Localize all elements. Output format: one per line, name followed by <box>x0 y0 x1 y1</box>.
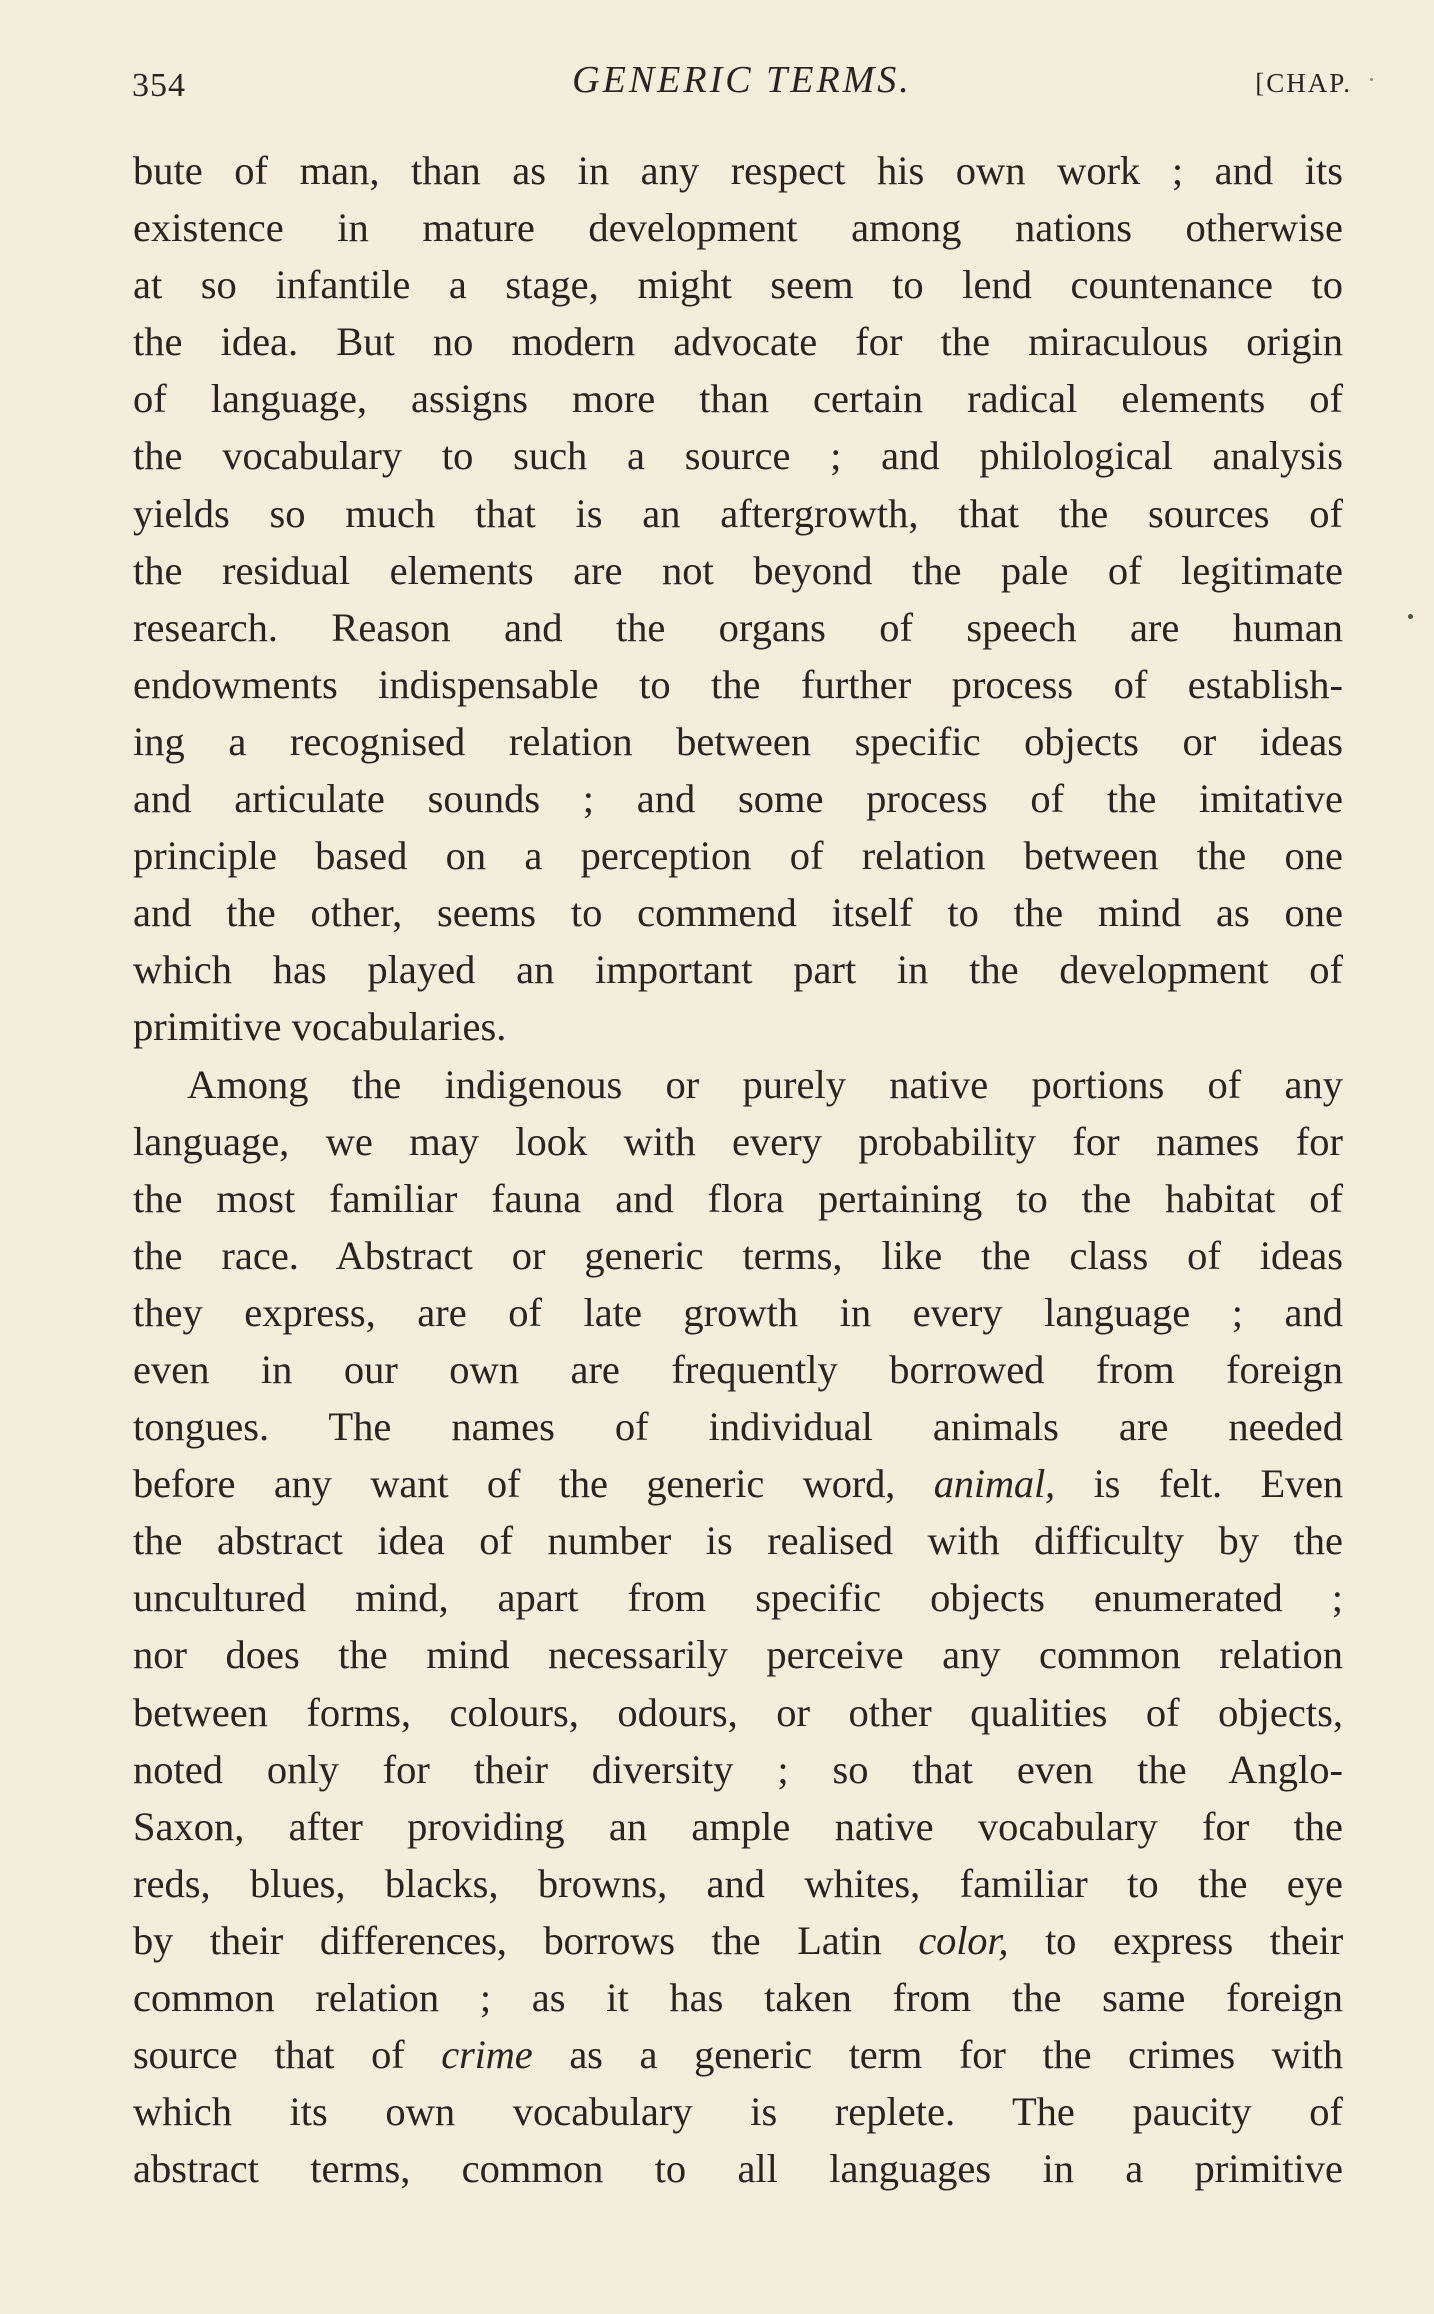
text-line: yields so much that is an aftergrowth, that the sources of <box>133 490 1343 536</box>
italic-word: animal, <box>933 1461 1055 1507</box>
text-line: primitive vocabularies. <box>133 1004 507 1050</box>
text-line: the idea. But no modern advocate for the miraculous origin <box>133 319 1343 365</box>
text-line: and articulate sounds ; and some process of the imitative <box>133 776 1343 822</box>
text-line: and the other, seems to commend itself to the mind as one <box>133 890 1343 936</box>
text-line: the vocabulary to such a source ; and philological analysis <box>133 433 1343 479</box>
text-line: ing a recognised relation between specific objects or ideas <box>133 718 1343 764</box>
margin-mark <box>1370 78 1373 81</box>
text-line: Saxon, after providing an ample native vocabulary for the <box>133 1803 1343 1849</box>
text-line: Among the indigenous or purely native portions of any <box>187 1061 1343 1107</box>
text-line: common relation ; as it has taken from the same foreign <box>133 1975 1343 2020</box>
text-line: the residual elements are not beyond the pale of legitimate <box>133 547 1343 593</box>
text-line: nor does the mind necessarily perceive any common relation <box>133 1632 1343 1678</box>
text-line: the race. Abstract or generic terms, like the class of ideas <box>133 1232 1343 1278</box>
text-line: the most familiar fauna and flora pertaining to the habitat of <box>133 1175 1343 1221</box>
text-line: of language, assigns more than certain radical elements of <box>133 376 1343 422</box>
margin-mark <box>1408 614 1413 619</box>
text-line: principle based on a perception of relation between the one <box>133 833 1343 879</box>
chapter-label-text: [CHAP. <box>1255 68 1352 98</box>
italic-word: crime <box>441 2032 533 2078</box>
text-line: abstract terms, common to all languages in a primitive <box>133 2146 1343 2192</box>
text-line: endowments indispensable to the further process of establish- <box>133 661 1343 707</box>
text-line: by their differences, borrows the Latin color, to express their <box>133 1917 1343 1963</box>
text-line: before any want of the generic word, animal, is felt. Even <box>133 1461 1343 1507</box>
text-line: they express, are of late growth in every language ; and <box>133 1289 1343 1335</box>
text-line: the abstract idea of number is realised with difficulty by the <box>133 1518 1343 1564</box>
text-line: noted only for their diversity ; so that even the Anglo- <box>133 1746 1343 1792</box>
italic-word: color, <box>918 1917 1009 1963</box>
text-line: research. Reason and the organs of speech are human <box>133 604 1343 650</box>
text-line: tongues. The names of individual animals are needed <box>133 1404 1343 1450</box>
text-line: which its own vocabulary is replete. The paucity of <box>133 2089 1343 2135</box>
text-line: bute of man, than as in any respect his own work ; and its <box>133 148 1343 193</box>
text-line: between forms, colours, odours, or other qualities of objects, <box>133 1689 1343 1735</box>
text-line: even in our own are frequently borrowed from foreign <box>133 1346 1343 1392</box>
body-text <box>133 142 1343 2197</box>
running-title: GENERIC TERMS. <box>572 59 912 101</box>
text-line: reds, blues, blacks, browns, and whites, familiar to the eye <box>133 1860 1343 1906</box>
text-line: existence in mature development among nations otherwise <box>133 205 1343 251</box>
text-line: uncultured mind, apart from specific objects enumerated ; <box>133 1575 1343 1621</box>
text-line: at so infantile a stage, might seem to lend countenance to <box>133 262 1343 308</box>
chapter-label <box>1255 50 1352 113</box>
page-number: 354 <box>132 67 186 104</box>
text-line: source that of crime as a generic term for the crimes with <box>133 2032 1343 2078</box>
text-line: language, we may look with every probability for names for <box>133 1118 1343 1164</box>
text-line: which has played an important part in the development of <box>133 947 1343 993</box>
running-head <box>132 50 1352 110</box>
